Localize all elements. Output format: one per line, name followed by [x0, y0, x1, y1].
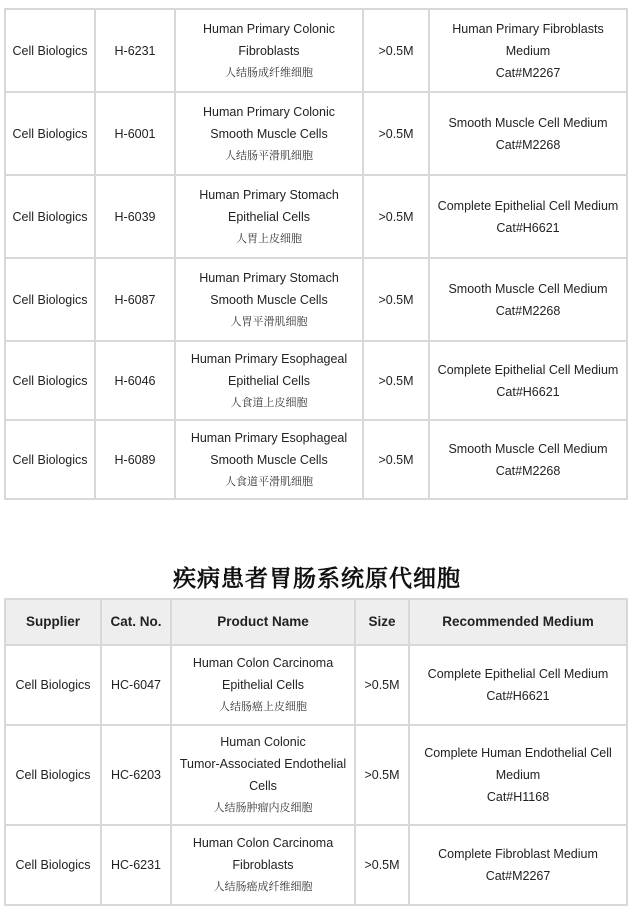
table-row	[6, 646, 626, 724]
cat-no-cell: H-6046	[96, 342, 174, 419]
product-name-cell	[176, 421, 362, 498]
medium-line: Smooth Muscle Cell Medium	[448, 281, 608, 296]
header-recommended-medium: Recommended Medium	[410, 600, 626, 644]
product-name-zh: 人结肠癌上皮细胞	[219, 700, 307, 713]
medium-line: Medium	[505, 43, 551, 58]
cat-no-cell: H-6039	[96, 176, 174, 257]
table-row	[6, 10, 626, 91]
table-row	[6, 726, 626, 824]
size-cell: >0.5M	[364, 10, 428, 91]
size-cell: >0.5M	[364, 421, 428, 498]
product-name-en-line: Fibroblasts	[238, 43, 300, 58]
recommended-medium-cell	[430, 342, 626, 419]
product-name-en-line: Human Colonic	[220, 735, 306, 749]
product-name-cell	[176, 10, 362, 91]
section-title: 疾病患者胃肠系统原代细胞	[173, 566, 461, 592]
product-name-zh: 人结肠平滑肌细胞	[225, 148, 313, 162]
table-row	[6, 259, 626, 340]
cat-no-cell: H-6001	[96, 93, 174, 174]
medium-line: Complete Epithelial Cell Medium	[427, 667, 609, 681]
cat-no-cell: HC-6203	[102, 726, 170, 824]
size-cell: >0.5M	[364, 259, 428, 340]
product-name-en-line: Smooth Muscle Cells	[210, 292, 328, 307]
product-name-en-line: Human Primary Stomach	[199, 187, 339, 202]
medium-line: Cat#M2268	[495, 303, 561, 318]
medium-line: Human Primary Fibroblasts	[452, 21, 604, 36]
supplier-cell: Cell Biologics	[6, 421, 94, 498]
product-name-en-line: Tumor-Associated Endothelial	[179, 757, 347, 771]
product-name-zh: 人结肠肿瘤内皮细胞	[213, 801, 313, 814]
supplier-cell: Cell Biologics	[6, 259, 94, 340]
table-row	[6, 342, 626, 419]
medium-line: Smooth Muscle Cell Medium	[448, 115, 608, 130]
product-name-zh: 人食道平滑肌细胞	[225, 474, 313, 488]
medium-line: Complete Epithelial Cell Medium	[437, 362, 619, 377]
supplier-cell: Cell Biologics	[6, 726, 100, 824]
recommended-medium-cell	[430, 93, 626, 174]
product-name-en-line: Human Colon Carcinoma	[192, 836, 334, 850]
medium-line: Complete Epithelial Cell Medium	[437, 198, 619, 213]
cat-no-cell: HC-6047	[102, 646, 170, 724]
product-name-cell	[176, 93, 362, 174]
product-name-en-line: Human Colon Carcinoma	[192, 656, 334, 670]
recommended-medium-cell	[410, 726, 626, 824]
product-name-zh: 人结肠成纤维细胞	[225, 65, 313, 79]
medium-line: Medium	[495, 768, 541, 782]
header-product-name: Product Name	[172, 600, 354, 644]
cell-products-table-2	[4, 598, 628, 906]
medium-line: Cat#H6621	[486, 689, 550, 703]
product-name-cell	[172, 826, 354, 904]
product-name-cell	[172, 646, 354, 724]
medium-line: Cat#H1168	[486, 790, 550, 804]
size-cell: >0.5M	[356, 646, 408, 724]
table-header-row	[6, 600, 626, 644]
supplier-cell: Cell Biologics	[6, 176, 94, 257]
size-cell: >0.5M	[364, 93, 428, 174]
size-cell: >0.5M	[356, 826, 408, 904]
table-row	[6, 421, 626, 498]
size-cell: >0.5M	[364, 176, 428, 257]
supplier-cell: Cell Biologics	[6, 93, 94, 174]
supplier-cell: Cell Biologics	[6, 10, 94, 91]
product-name-en-line: Human Primary Colonic	[203, 104, 335, 119]
recommended-medium-cell	[410, 646, 626, 724]
supplier-cell: Cell Biologics	[6, 646, 100, 724]
product-name-en-line: Human Primary Colonic	[203, 21, 335, 36]
supplier-cell: Cell Biologics	[6, 342, 94, 419]
cat-no-cell: H-6087	[96, 259, 174, 340]
table-row	[6, 176, 626, 257]
product-name-en-line: Epithelial Cells	[228, 209, 310, 224]
medium-line: Cat#M2268	[495, 137, 561, 152]
table-row	[6, 826, 626, 904]
recommended-medium-cell	[430, 176, 626, 257]
product-name-zh: 人胃平滑肌细胞	[230, 314, 308, 328]
recommended-medium-cell	[430, 259, 626, 340]
recommended-medium-cell	[430, 421, 626, 498]
product-name-en-line: Epithelial Cells	[222, 678, 304, 692]
size-cell: >0.5M	[356, 726, 408, 824]
product-name-zh: 人结肠癌成纤维细胞	[213, 880, 313, 893]
recommended-medium-cell	[410, 826, 626, 904]
medium-line: Smooth Muscle Cell Medium	[448, 441, 608, 456]
size-cell: >0.5M	[364, 342, 428, 419]
medium-line: Cat#M2267	[485, 869, 551, 883]
product-name-en-line: Fibroblasts	[232, 858, 294, 872]
product-name-cell	[176, 176, 362, 257]
medium-line: Cat#M2267	[495, 65, 561, 80]
medium-line: Complete Fibroblast Medium	[438, 847, 598, 861]
cat-no-cell: H-6089	[96, 421, 174, 498]
medium-line: Complete Human Endothelial Cell	[424, 746, 612, 760]
medium-line: Cat#H6621	[496, 220, 560, 235]
supplier-cell: Cell Biologics	[6, 826, 100, 904]
product-name-en-line: Human Primary Esophageal	[190, 351, 348, 366]
product-name-en-line: Smooth Muscle Cells	[210, 452, 328, 467]
product-name-en-line: Smooth Muscle Cells	[210, 126, 328, 141]
product-name-zh: 人食道上皮细胞	[230, 395, 308, 409]
product-name-en-line: Epithelial Cells	[228, 373, 310, 388]
cat-no-cell: HC-6231	[102, 826, 170, 904]
header-supplier: Supplier	[6, 600, 100, 644]
cell-products-table-1	[4, 8, 628, 500]
header-size: Size	[356, 600, 408, 644]
table-row	[6, 93, 626, 174]
product-name-cell	[176, 342, 362, 419]
medium-line: Cat#M2268	[495, 463, 561, 478]
header-cat-no: Cat. No.	[102, 600, 170, 644]
product-name-zh: 人胃上皮细胞	[236, 231, 302, 245]
product-name-cell	[176, 259, 362, 340]
product-name-en-line: Human Primary Esophageal	[190, 430, 348, 445]
product-name-cell	[172, 726, 354, 824]
product-name-en-line: Cells	[249, 779, 277, 793]
cat-no-cell: H-6231	[96, 10, 174, 91]
product-name-en-line: Human Primary Stomach	[199, 270, 339, 285]
medium-line: Cat#H6621	[496, 384, 560, 399]
recommended-medium-cell	[430, 10, 626, 91]
